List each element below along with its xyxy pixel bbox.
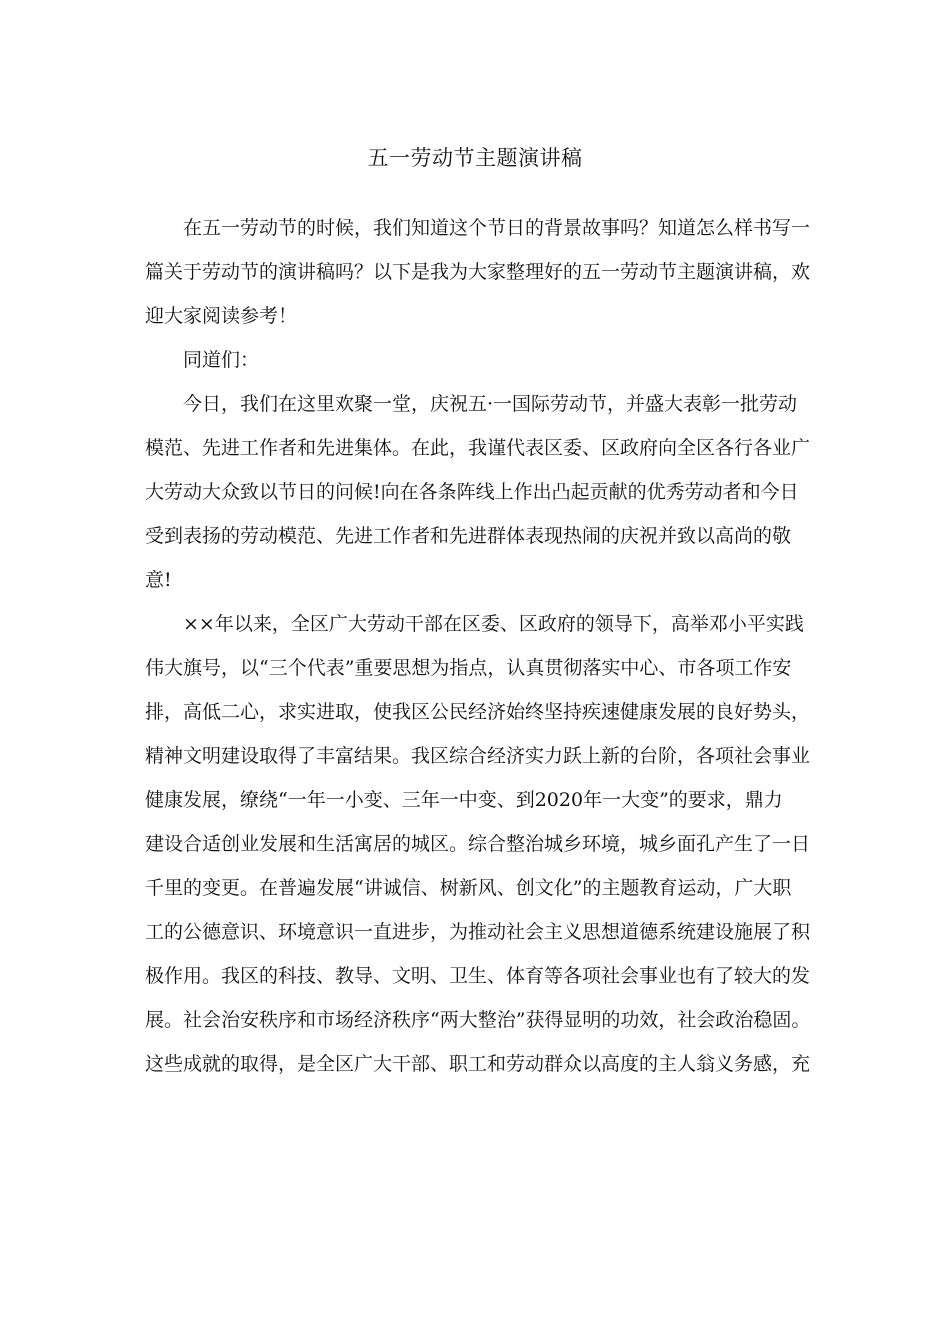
text-line: 意! bbox=[145, 569, 172, 591]
text-line: 同道们： bbox=[183, 349, 260, 371]
document-title: 五一劳动节主题演讲稿 bbox=[367, 146, 583, 170]
paragraph-greeting bbox=[145, 382, 820, 602]
text-line: 受到表扬的劳动模范、先进工作者和先进群体表现热闹的庆祝并致以高尚的敬 bbox=[145, 525, 792, 547]
text-line: 建设合适创业发展和生活寓居的城区。综合整治城乡环境，城乡面孔产生了一日 bbox=[145, 833, 811, 855]
text-line: 篇关于劳动节的演讲稿吗？以下是我为大家整理好的五一劳动节主题演讲稿，欢 bbox=[145, 261, 811, 283]
text-line: 极作用。我区的科技、教导、文明、卫生、体育等各项社会事业也有了较大的发 bbox=[145, 965, 811, 987]
text-line: 这些成就的取得，是全区广大干部、职工和劳动群众以高度的主人翁义务感，充 bbox=[145, 1053, 811, 1075]
paragraph-salutation bbox=[145, 338, 820, 382]
paragraph-achievements bbox=[145, 602, 820, 1086]
text-line: ××年以来，全区广大劳动干部在区委、区政府的领导下，高举邓小平实践 bbox=[183, 613, 804, 635]
text-line: 迎大家阅读参考！ bbox=[145, 305, 298, 327]
text-line: 健康发展，缭绕“一年一小变、三年一中变、到2020年一大变”的要求，鼎力 bbox=[145, 789, 783, 811]
text-line: 排，高低二心，求实进取，使我区公民经济始终坚持疾速健康发展的良好势头， bbox=[145, 701, 811, 723]
text-line: 千里的变更。在普遍发展“讲诚信、树新风、创文化”的主题教育运动，广大职 bbox=[145, 877, 792, 899]
text-line: 精神文明建设取得了丰富结果。我区综合经济实力跃上新的台阶，各项社会事业 bbox=[145, 745, 811, 767]
text-line: 展。社会治安秩序和市场经济秩序“两大整治”获得显明的功效，社会政治稳固。 bbox=[145, 1009, 811, 1031]
text-line: 模范、先进工作者和先进集体。在此，我谨代表区委、区政府向全区各行各业广 bbox=[145, 437, 811, 459]
text-line: 伟大旗号，以“三个代表”重要思想为指点，认真贯彻落实中心、市各项工作安 bbox=[145, 657, 792, 679]
text-line: 今日，我们在这里欢聚一堂，庆祝五·一国际劳动节，并盛大表彰一批劳动 bbox=[183, 393, 798, 415]
paragraph-intro bbox=[145, 206, 820, 338]
text-line: 大劳动大众致以节日的问候!向在各条阵线上作出凸起贡献的优秀劳动者和今日 bbox=[145, 481, 799, 503]
document-body bbox=[145, 206, 820, 1086]
text-line: 在五一劳动节的时候，我们知道这个节日的背景故事吗？知道怎么样书写一 bbox=[183, 217, 811, 239]
text-line: 工的公德意识、环境意识一直进步，为推动社会主义思想道德系统建设施展了积 bbox=[145, 921, 811, 943]
